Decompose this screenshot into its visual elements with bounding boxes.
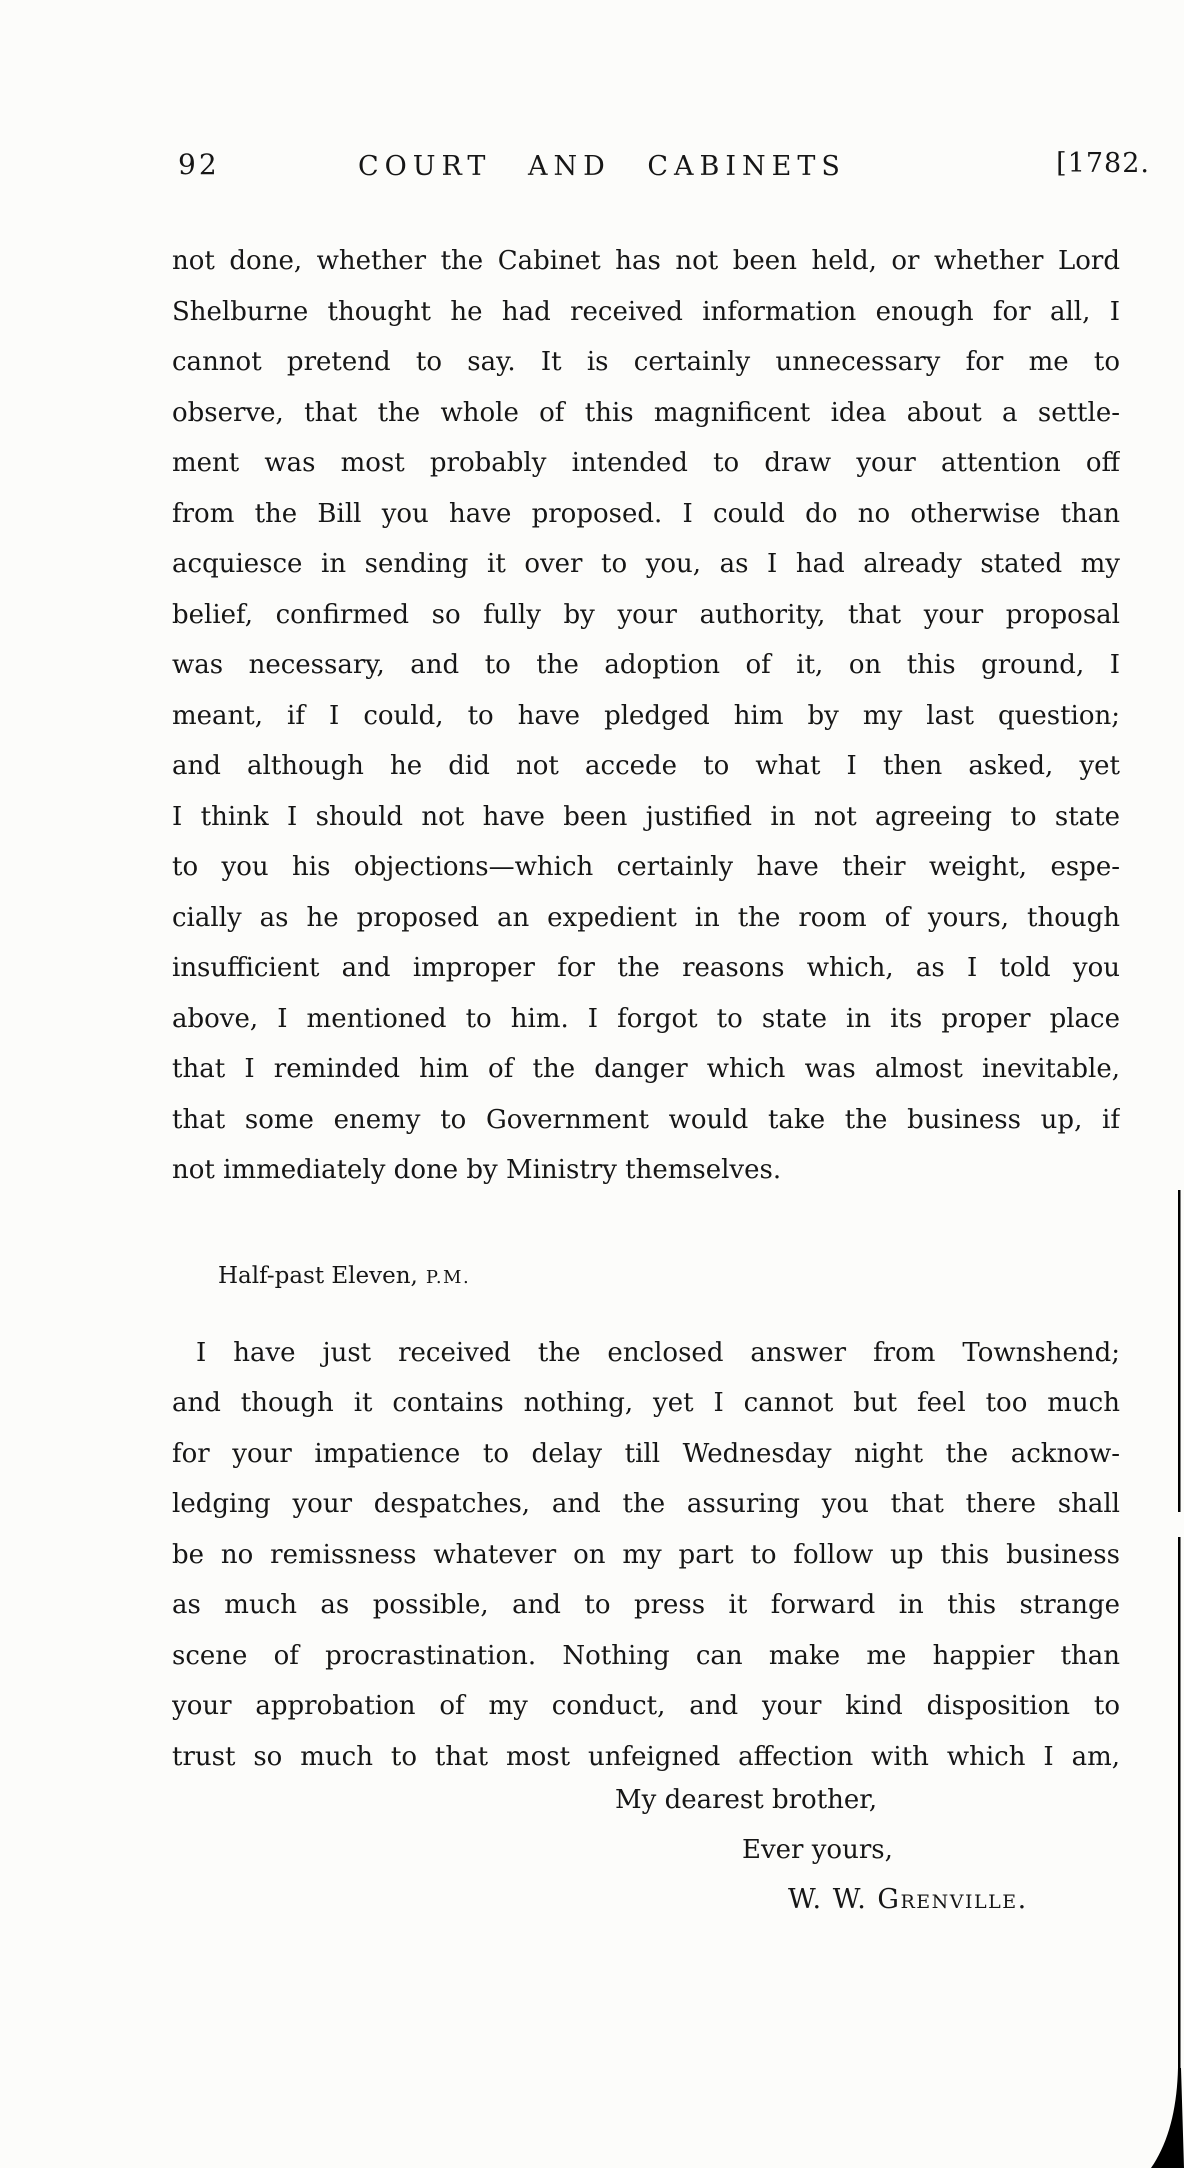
page-header	[172, 148, 1150, 188]
paragraph-1-line-2: Shelburne thought he had received information enough for all, I	[172, 296, 1120, 327]
dateline	[172, 1260, 1120, 1294]
paragraph-2-line-6: as much as possible, and to press it forward in this strange	[172, 1590, 1120, 1620]
paragraph-2-line-1: I have just received the enclosed answer from Townshend;	[196, 1337, 1120, 1368]
paragraph-2	[172, 1328, 1120, 1783]
page-corner-blot	[1151, 2068, 1184, 2168]
paragraph-2-line-7: scene of procrastination. Nothing can make me happier than	[172, 1640, 1120, 1671]
paragraph-1-line-17: that I reminded him of the danger which was almost inevitable,	[172, 1054, 1120, 1084]
paragraph-1-line-16: above, I mentioned to him. I forgot to state in its proper place	[172, 1003, 1120, 1034]
dateline-time: Half-past Eleven,	[218, 1262, 418, 1289]
page-edge-line-lower	[1178, 1537, 1181, 2072]
paragraph-1-line-15: insufficient and improper for the reasons which, as I told you	[172, 953, 1120, 983]
letter-body	[172, 236, 1120, 1782]
paragraph-1-line-14: cially as he proposed an expedient in the room of yours, though	[172, 902, 1120, 933]
paragraph-1-line-11: and although he did not accede to what I then asked, yet	[172, 751, 1120, 781]
paragraph-1-line-7: acquiesce in sending it over to you, as I had already stated my	[172, 549, 1120, 579]
paragraph-2-line-8: your approbation of my conduct, and your kind disposition to	[172, 1691, 1120, 1721]
paragraph-2-line-4: ledging your despatches, and the assuring you that there shall	[172, 1489, 1120, 1519]
paragraph-1	[172, 236, 1120, 1196]
closing-valediction: Ever yours,	[742, 1835, 893, 1865]
paragraph-1-line-3: cannot pretend to say. It is certainly unnecessary for me to	[172, 347, 1120, 377]
paragraph-1-line-13: to you his objections—which certainly have their weight, espe-	[172, 852, 1120, 882]
paragraph-1-line-12: I think I should not have been justified in not agreeing to state	[172, 801, 1120, 832]
paragraph-2-line-5: be no remissness whatever on my part to follow up this business	[172, 1539, 1120, 1570]
paragraph-1-line-8: belief, confirmed so fully by your authority, that your proposal	[172, 599, 1120, 630]
paragraph-2-line-3: for your impatience to delay till Wednesday night the acknow-	[172, 1438, 1120, 1469]
running-title: COURT AND CABINETS	[358, 151, 846, 182]
paragraph-2-line-9: trust so much to that most unfeigned affection with which I am,	[172, 1741, 1120, 1772]
paragraph-1-line-19: not immediately done by Ministry themselves.	[172, 1155, 782, 1185]
page-edge-line-upper	[1178, 1190, 1181, 1512]
signature: W. W. Grenville.	[788, 1884, 1028, 1915]
year-marker: [1782.	[1056, 148, 1150, 179]
paragraph-1-line-5: ment was most probably intended to draw your attention off	[172, 448, 1120, 478]
paragraph-1-line-9: was necessary, and to the adoption of it, on this ground, I	[172, 650, 1120, 680]
closing-salutation: My dearest brother,	[615, 1785, 878, 1815]
page-number: 92	[178, 148, 220, 181]
paragraph-1-line-18: that some enemy to Government would take the business up, if	[172, 1104, 1120, 1135]
dateline-meridiem: P.M.	[425, 1266, 471, 1288]
paragraph-1-line-6: from the Bill you have proposed. I could do no otherwise than	[172, 498, 1120, 529]
paragraph-1-line-4: observe, that the whole of this magnificent idea about a settle-	[172, 397, 1120, 428]
paragraph-2-line-2: and though it contains nothing, yet I cannot but feel too much	[172, 1388, 1120, 1418]
paragraph-1-line-1: not done, whether the Cabinet has not been held, or whether Lord	[172, 246, 1120, 276]
paragraph-1-line-10: meant, if I could, to have pledged him by my last question;	[172, 700, 1120, 731]
